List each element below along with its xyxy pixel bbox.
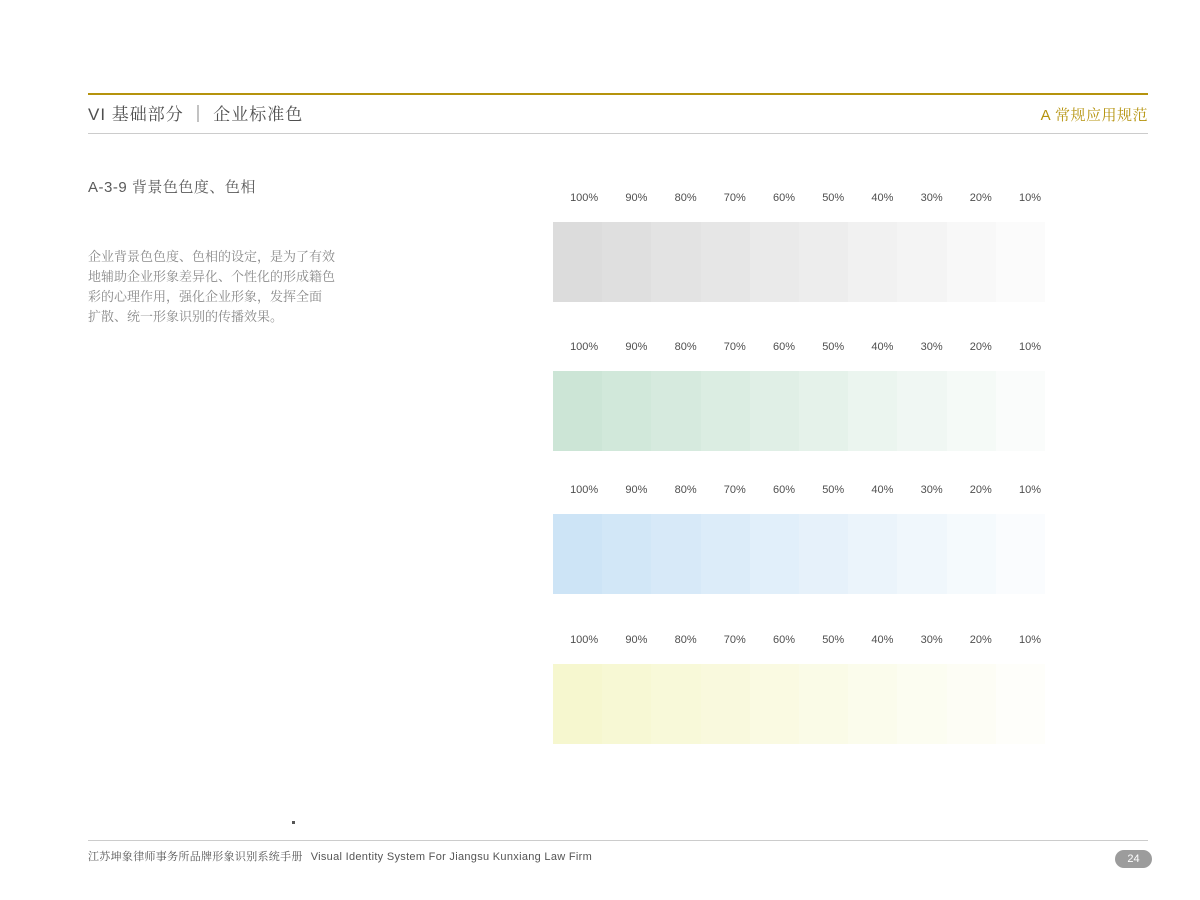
tint-percent-label: 80% [674, 484, 697, 496]
tint-segment-30% [897, 371, 946, 451]
tint-segment-50% [799, 664, 848, 744]
tint-percent-label: 60% [772, 192, 796, 204]
tint-segment-20% [947, 371, 996, 451]
tint-segment-40% [848, 514, 897, 594]
tint-segment-90% [602, 514, 651, 594]
tint-segment-10% [996, 664, 1045, 744]
tint-segment-40% [848, 664, 897, 744]
tint-segment-70% [701, 514, 750, 594]
tint-percent-label: 20% [969, 634, 992, 646]
tint-segment-100% [553, 222, 602, 302]
tint-segment-90% [602, 664, 651, 744]
tint-segment-10% [996, 514, 1045, 594]
tint-segment-30% [897, 664, 946, 744]
header-section-title: VI 基础部分 ｜ 企业标准色 [88, 105, 304, 124]
tint-percent-label: 80% [674, 634, 697, 646]
tint-segment-20% [947, 222, 996, 302]
tint-percent-labels [553, 634, 1045, 648]
tint-segment-100% [553, 664, 602, 744]
tint-percent-label: 50% [822, 341, 845, 353]
tint-segment-100% [553, 514, 602, 594]
tint-segment-80% [651, 222, 700, 302]
tint-segment-80% [651, 514, 700, 594]
tint-segment-20% [947, 664, 996, 744]
header-category-label: A 常规应用规范 [1040, 107, 1148, 124]
decorative-dot [292, 821, 295, 824]
footer-caption-cn: 江苏坤象律师事务所品牌形象识别系统手册 [88, 851, 303, 863]
tint-percent-label: 60% [772, 484, 796, 496]
tint-percent-label: 80% [674, 192, 697, 204]
tint-segment-80% [651, 371, 700, 451]
tint-percent-label: 20% [969, 192, 992, 204]
tint-percent-labels [553, 484, 1045, 498]
tint-segment-70% [701, 222, 750, 302]
tint-percent-label: 100% [570, 192, 599, 204]
tint-segment-70% [701, 371, 750, 451]
tint-segment-90% [602, 222, 651, 302]
tint-segment-90% [602, 371, 651, 451]
tint-percent-label: 100% [570, 634, 599, 646]
tint-percent-label: 10% [1019, 192, 1042, 204]
tint-percent-label: 40% [871, 341, 894, 353]
header-divider-line [88, 133, 1148, 134]
body-line: 扩散、统一形象识别的传播效果。 [88, 309, 284, 324]
body-line: 彩的心理作用，强化企业形象，发挥全面 [88, 289, 323, 304]
tint-percent-label: 30% [920, 341, 943, 353]
gray-tint-scale [553, 192, 1045, 302]
tint-percent-label: 90% [625, 484, 648, 496]
tint-segment-20% [947, 514, 996, 594]
header-accent-line [88, 93, 1148, 95]
tint-percent-label: 10% [1019, 634, 1042, 646]
tint-segment-40% [848, 371, 897, 451]
tint-percent-label: 40% [871, 192, 894, 204]
footer-caption [88, 848, 592, 864]
tint-bar [553, 371, 1045, 451]
article-title: A-3-9 背景色色度、色相 [88, 179, 256, 196]
tint-segment-70% [701, 664, 750, 744]
tint-percent-label: 50% [822, 484, 845, 496]
tint-percent-label: 50% [822, 192, 845, 204]
footer-caption-en: Visual Identity System For Jiangsu Kunxiang Law Firm [310, 851, 593, 863]
tint-percent-label: 20% [969, 484, 992, 496]
tint-percent-label: 70% [723, 484, 746, 496]
tint-segment-50% [799, 222, 848, 302]
tint-percent-label: 30% [920, 192, 943, 204]
tint-percent-labels [553, 341, 1045, 355]
tint-segment-50% [799, 371, 848, 451]
tint-percent-label: 70% [723, 341, 746, 353]
page-header [88, 100, 1148, 125]
tint-segment-50% [799, 514, 848, 594]
tint-segment-60% [750, 371, 799, 451]
tint-percent-label: 20% [969, 341, 992, 353]
tint-percent-label: 40% [871, 634, 894, 646]
tint-percent-label: 100% [570, 341, 599, 353]
green-tint-scale [553, 341, 1045, 451]
body-line: 企业背景色色度、色相的设定，是为了有效 [88, 249, 336, 264]
tint-segment-40% [848, 222, 897, 302]
tint-percent-label: 50% [822, 634, 845, 646]
tint-percent-label: 80% [674, 341, 697, 353]
tint-percent-label: 30% [920, 634, 943, 646]
tint-percent-label: 10% [1019, 484, 1042, 496]
tint-segment-30% [897, 514, 946, 594]
blue-tint-scale [553, 484, 1045, 594]
tint-percent-label: 10% [1019, 341, 1042, 353]
tint-percent-label: 40% [871, 484, 894, 496]
tint-bar [553, 664, 1045, 744]
tint-percent-label: 70% [723, 634, 746, 646]
tint-percent-label: 100% [570, 484, 599, 496]
tint-segment-60% [750, 514, 799, 594]
tint-segment-10% [996, 222, 1045, 302]
tint-percent-label: 60% [772, 341, 796, 353]
tint-segment-100% [553, 371, 602, 451]
footer-divider-line [88, 840, 1148, 841]
tint-percent-label: 30% [920, 484, 943, 496]
tint-percent-label: 90% [625, 192, 648, 204]
tint-segment-60% [750, 222, 799, 302]
page-number-badge: 24 [1115, 850, 1152, 868]
tint-percent-label: 90% [625, 341, 648, 353]
tint-segment-10% [996, 371, 1045, 451]
tint-segment-60% [750, 664, 799, 744]
tint-bar [553, 222, 1045, 302]
tint-segment-30% [897, 222, 946, 302]
tint-percent-labels [553, 192, 1045, 206]
body-line: 地辅助企业形象差异化、个性化的形成籍色 [88, 269, 336, 284]
yellow-tint-scale [553, 634, 1045, 744]
tint-segment-80% [651, 664, 700, 744]
tint-percent-label: 70% [723, 192, 746, 204]
tint-percent-label: 90% [625, 634, 648, 646]
tint-bar [553, 514, 1045, 594]
tint-percent-label: 60% [772, 634, 796, 646]
article-body [88, 247, 348, 327]
